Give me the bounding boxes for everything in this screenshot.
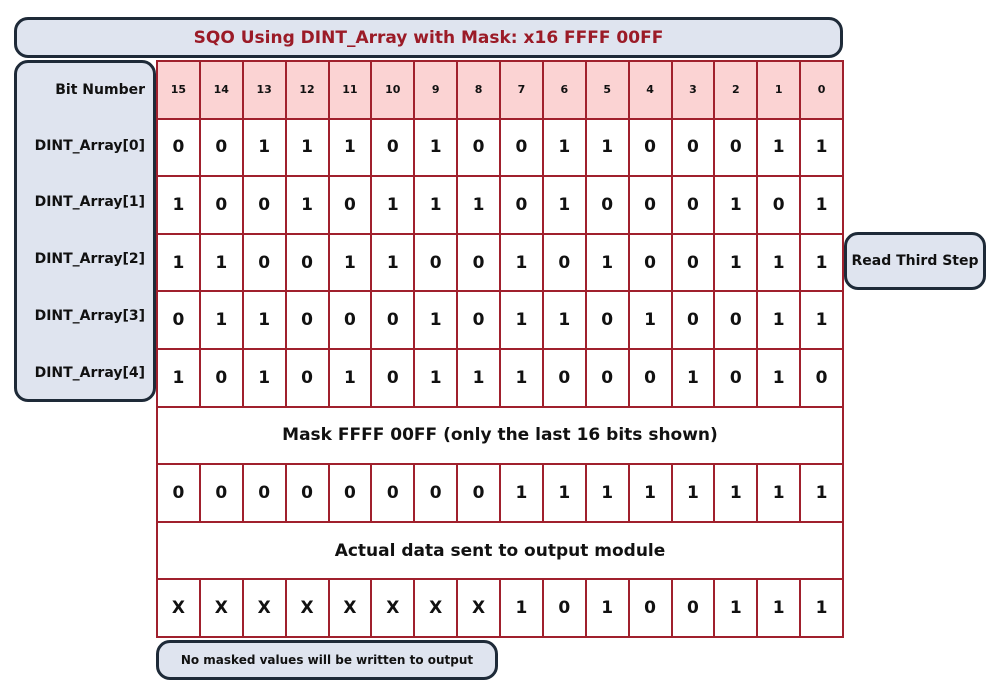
- step-label: Read Third Step: [851, 253, 979, 269]
- array-0-cell-12: 0: [672, 119, 715, 177]
- array-0-cell-2: 1: [243, 119, 286, 177]
- mask-bit-cell-4: 0: [329, 464, 372, 522]
- output-bit-cell-7: X: [457, 579, 500, 637]
- array-2-cell-14: 1: [757, 234, 800, 292]
- array-0-cell-10: 1: [586, 119, 629, 177]
- row-label-bit-number: Bit Number: [55, 82, 145, 98]
- array-2-cell-13: 1: [714, 234, 757, 292]
- array-2-cell-4: 1: [329, 234, 372, 292]
- array-0-cell-4: 1: [329, 119, 372, 177]
- array-3-cell-9: 1: [543, 291, 586, 349]
- mask-bit-cell-14: 1: [757, 464, 800, 522]
- array-2-cell-10: 1: [586, 234, 629, 292]
- mask-bit-cell-10: 1: [586, 464, 629, 522]
- array-0-cell-1: 0: [200, 119, 243, 177]
- array-1-cell-8: 0: [500, 176, 543, 234]
- array-4-cell-14: 1: [757, 349, 800, 407]
- array-0-cell-9: 1: [543, 119, 586, 177]
- output-bit-cell-13: 1: [714, 579, 757, 637]
- array-1-row: [157, 176, 843, 234]
- note-text: No masked values will be written to output: [180, 653, 474, 667]
- bit-number-cell-10: 5: [586, 61, 629, 119]
- mask-bit-cell-9: 1: [543, 464, 586, 522]
- array-3-row: [157, 291, 843, 349]
- mask-bit-cell-15: 1: [800, 464, 843, 522]
- mask-bit-cell-5: 0: [371, 464, 414, 522]
- note-callout: [156, 640, 498, 680]
- title-banner: [14, 17, 843, 58]
- row-label-array-3: DINT_Array[3]: [34, 308, 145, 324]
- bit-number-cell-14: 1: [757, 61, 800, 119]
- bit-number-cell-8: 7: [500, 61, 543, 119]
- array-3-cell-1: 1: [200, 291, 243, 349]
- array-3-cell-3: 0: [286, 291, 329, 349]
- array-0-cell-3: 1: [286, 119, 329, 177]
- row-label-array-1: DINT_Array[1]: [34, 194, 145, 210]
- array-3-cell-12: 0: [672, 291, 715, 349]
- output-bits-row: [157, 579, 843, 637]
- array-2-row: [157, 234, 843, 292]
- array-4-cell-5: 0: [371, 349, 414, 407]
- array-2-cell-7: 0: [457, 234, 500, 292]
- array-2-cell-3: 0: [286, 234, 329, 292]
- array-1-cell-5: 1: [371, 176, 414, 234]
- array-2-cell-11: 0: [629, 234, 672, 292]
- array-1-cell-12: 0: [672, 176, 715, 234]
- array-2-cell-0: 1: [157, 234, 200, 292]
- array-1-cell-15: 1: [800, 176, 843, 234]
- mask-bit-cell-12: 1: [672, 464, 715, 522]
- array-3-cell-7: 0: [457, 291, 500, 349]
- array-3-cell-15: 1: [800, 291, 843, 349]
- output-bit-cell-15: 1: [800, 579, 843, 637]
- array-4-cell-13: 0: [714, 349, 757, 407]
- array-4-cell-7: 1: [457, 349, 500, 407]
- output-bit-cell-2: X: [243, 579, 286, 637]
- array-3-cell-8: 1: [500, 291, 543, 349]
- mask-bit-cell-7: 0: [457, 464, 500, 522]
- array-1-cell-2: 0: [243, 176, 286, 234]
- array-1-cell-7: 1: [457, 176, 500, 234]
- array-3-cell-6: 1: [414, 291, 457, 349]
- bit-grid-table: [156, 60, 844, 638]
- mask-bit-cell-13: 1: [714, 464, 757, 522]
- array-3-cell-2: 1: [243, 291, 286, 349]
- bit-number-cell-5: 10: [371, 61, 414, 119]
- output-bit-cell-14: 1: [757, 579, 800, 637]
- bit-number-cell-7: 8: [457, 61, 500, 119]
- array-1-cell-6: 1: [414, 176, 457, 234]
- array-0-cell-11: 0: [629, 119, 672, 177]
- array-1-cell-3: 1: [286, 176, 329, 234]
- row-label-array-2: DINT_Array[2]: [34, 251, 145, 267]
- array-2-cell-9: 0: [543, 234, 586, 292]
- array-2-cell-6: 0: [414, 234, 457, 292]
- bit-number-cell-11: 4: [629, 61, 672, 119]
- step-callout: [844, 232, 986, 290]
- bit-number-row: [157, 61, 843, 119]
- output-bit-cell-5: X: [371, 579, 414, 637]
- array-1-cell-9: 1: [543, 176, 586, 234]
- array-3-cell-5: 0: [371, 291, 414, 349]
- output-bit-cell-11: 0: [629, 579, 672, 637]
- array-4-cell-10: 0: [586, 349, 629, 407]
- output-bit-cell-10: 1: [586, 579, 629, 637]
- bit-number-cell-6: 9: [414, 61, 457, 119]
- array-4-cell-6: 1: [414, 349, 457, 407]
- array-4-cell-8: 1: [500, 349, 543, 407]
- array-4-cell-9: 0: [543, 349, 586, 407]
- mask-bit-cell-1: 0: [200, 464, 243, 522]
- row-label-panel: [14, 60, 156, 402]
- bit-number-cell-15: 0: [800, 61, 843, 119]
- array-3-cell-10: 0: [586, 291, 629, 349]
- array-4-cell-0: 1: [157, 349, 200, 407]
- bit-number-cell-9: 6: [543, 61, 586, 119]
- bit-number-cell-13: 2: [714, 61, 757, 119]
- array-3-cell-14: 1: [757, 291, 800, 349]
- array-0-cell-5: 0: [371, 119, 414, 177]
- mask-bits-row: [157, 464, 843, 522]
- array-0-cell-0: 0: [157, 119, 200, 177]
- bit-number-cell-2: 13: [243, 61, 286, 119]
- array-0-cell-14: 1: [757, 119, 800, 177]
- array-4-cell-1: 0: [200, 349, 243, 407]
- mask-bit-cell-3: 0: [286, 464, 329, 522]
- diagram-title: SQO Using DINT_Array with Mask: x16 FFFF 00FF: [193, 27, 664, 48]
- output-bit-cell-3: X: [286, 579, 329, 637]
- output-bit-cell-4: X: [329, 579, 372, 637]
- output-bit-cell-8: 1: [500, 579, 543, 637]
- array-1-cell-0: 1: [157, 176, 200, 234]
- mask-bit-cell-6: 0: [414, 464, 457, 522]
- output-bit-cell-0: X: [157, 579, 200, 637]
- mask-bit-cell-11: 1: [629, 464, 672, 522]
- array-1-cell-14: 0: [757, 176, 800, 234]
- array-4-row: [157, 349, 843, 407]
- array-3-cell-13: 0: [714, 291, 757, 349]
- array-0-row: [157, 119, 843, 177]
- output-bit-cell-1: X: [200, 579, 243, 637]
- output-bit-cell-9: 0: [543, 579, 586, 637]
- array-1-cell-4: 0: [329, 176, 372, 234]
- array-0-cell-7: 0: [457, 119, 500, 177]
- output-label-row: [157, 522, 843, 580]
- bit-number-cell-0: 15: [157, 61, 200, 119]
- array-3-cell-0: 0: [157, 291, 200, 349]
- bit-number-cell-1: 14: [200, 61, 243, 119]
- array-4-cell-2: 1: [243, 349, 286, 407]
- array-1-cell-10: 0: [586, 176, 629, 234]
- array-2-cell-8: 1: [500, 234, 543, 292]
- array-2-cell-12: 0: [672, 234, 715, 292]
- array-4-cell-11: 0: [629, 349, 672, 407]
- output-label: Actual data sent to output module: [157, 522, 843, 580]
- array-4-cell-3: 0: [286, 349, 329, 407]
- array-0-cell-6: 1: [414, 119, 457, 177]
- array-0-cell-15: 1: [800, 119, 843, 177]
- row-label-array-4: DINT_Array[4]: [34, 365, 145, 381]
- row-label-array-0: DINT_Array[0]: [34, 138, 145, 154]
- array-1-cell-13: 1: [714, 176, 757, 234]
- mask-bit-cell-2: 0: [243, 464, 286, 522]
- bit-number-cell-12: 3: [672, 61, 715, 119]
- array-2-cell-2: 0: [243, 234, 286, 292]
- array-2-cell-5: 1: [371, 234, 414, 292]
- mask-bit-cell-0: 0: [157, 464, 200, 522]
- mask-bit-cell-8: 1: [500, 464, 543, 522]
- array-2-cell-15: 1: [800, 234, 843, 292]
- array-4-cell-12: 1: [672, 349, 715, 407]
- output-bit-cell-6: X: [414, 579, 457, 637]
- bit-number-cell-4: 11: [329, 61, 372, 119]
- mask-label: Mask FFFF 00FF (only the last 16 bits shown): [157, 407, 843, 465]
- bit-number-cell-3: 12: [286, 61, 329, 119]
- array-2-cell-1: 1: [200, 234, 243, 292]
- array-3-cell-11: 1: [629, 291, 672, 349]
- array-1-cell-1: 0: [200, 176, 243, 234]
- array-3-cell-4: 0: [329, 291, 372, 349]
- array-0-cell-8: 0: [500, 119, 543, 177]
- mask-label-row: [157, 407, 843, 465]
- array-4-cell-15: 0: [800, 349, 843, 407]
- array-1-cell-11: 0: [629, 176, 672, 234]
- array-4-cell-4: 1: [329, 349, 372, 407]
- array-0-cell-13: 0: [714, 119, 757, 177]
- output-bit-cell-12: 0: [672, 579, 715, 637]
